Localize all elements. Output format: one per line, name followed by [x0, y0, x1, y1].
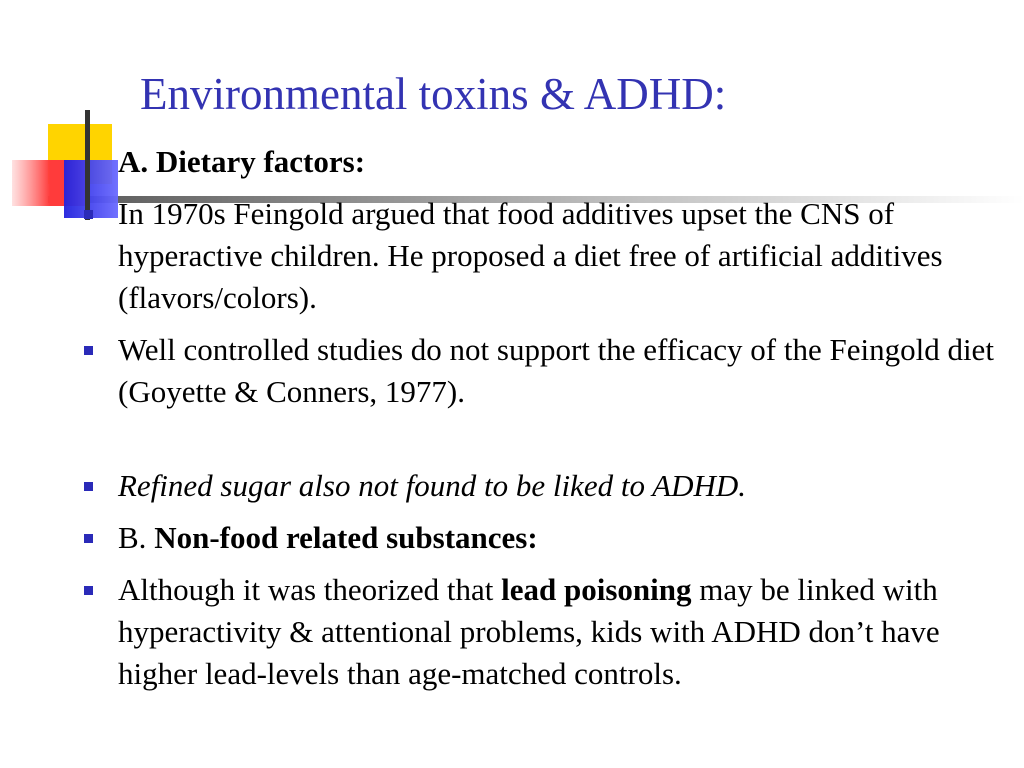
bullet-list [80, 141, 995, 705]
square-bullet-icon [84, 210, 93, 219]
list-item [80, 329, 995, 413]
section-heading-dietary: A. Dietary factors: [118, 144, 366, 179]
list-item [80, 465, 995, 507]
square-bullet-icon [84, 586, 93, 595]
section-heading-nonfood: Non-food related substances: [154, 520, 538, 555]
item-text-pre: Although it was theorized that [118, 572, 502, 607]
square-bullet-icon [84, 346, 93, 355]
item-text: Well controlled studies do not support the efficacy of the Feingold diet (Goyette & Conners, 1977). [118, 332, 994, 409]
list-item [80, 569, 995, 695]
square-bullet-icon [84, 482, 93, 491]
list-item [80, 141, 995, 183]
item-text: In 1970s Feingold argued that food additives upset the CNS of hyperactive children. He proposed a diet free of artificial additives (flavors/colors). [118, 196, 943, 315]
list-item [80, 193, 995, 319]
item-text-post: may be linked with hyperactivity & attentional problems, kids with ADHD don’t have higher lead-levels than age-matched controls. [118, 572, 940, 691]
item-text-bold: lead poisoning [501, 572, 692, 607]
item-text-italic: Refined sugar also not found to be liked to ADHD. [118, 468, 746, 503]
list-item [80, 517, 995, 559]
square-bullet-icon [84, 534, 93, 543]
slide-title: Environmental toxins & ADHD: [140, 69, 727, 119]
item-prefix: B. [118, 520, 155, 555]
